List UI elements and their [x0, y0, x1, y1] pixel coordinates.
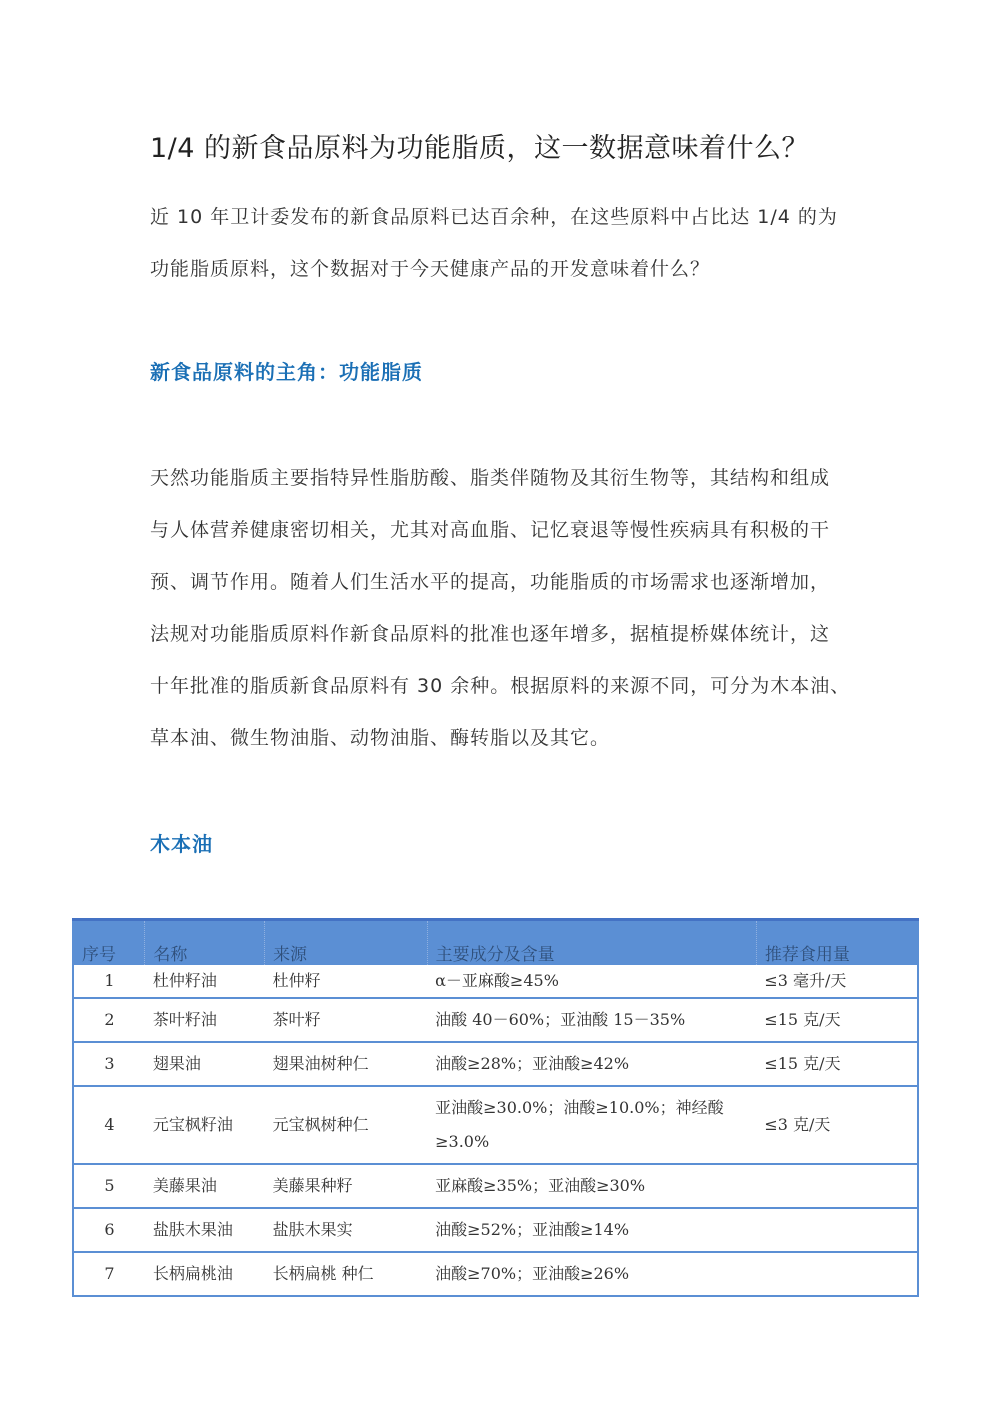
paragraph-line: 草本油、微生物油脂、动物油脂、酶转脂以及其它。	[150, 727, 611, 749]
cell-intake: ≤15 克/天	[756, 998, 918, 1042]
header-name: 名称	[145, 920, 265, 966]
cell-index: 3	[73, 1042, 145, 1086]
cell-intake	[756, 1252, 918, 1296]
cell-composition: 亚麻酸≥35%；亚油酸≥30%	[427, 1164, 756, 1208]
cell-name: 翅果油	[145, 1042, 265, 1086]
cell-source: 美藤果种籽	[265, 1164, 428, 1208]
cell-index: 4	[73, 1086, 145, 1164]
header-recommended-intake: 推荐食用量	[756, 920, 918, 966]
cell-name: 茶叶籽油	[145, 998, 265, 1042]
cell-source: 盐肤木果实	[265, 1208, 428, 1252]
paragraph-line: 天然功能脂质主要指特异性脂肪酸、脂类伴随物及其衍生物等，其结构和组成	[150, 467, 831, 489]
cell-index: 2	[73, 998, 145, 1042]
cell-index: 7	[73, 1252, 145, 1296]
table-row	[73, 1042, 918, 1086]
intro-paragraph	[150, 191, 850, 295]
cell-name: 长柄扁桃油	[145, 1252, 265, 1296]
cell-source: 杜仲籽	[265, 965, 428, 998]
table-row	[73, 1164, 918, 1208]
page-title: 1/4 的新食品原料为功能脂质，这一数据意味着什么？	[150, 133, 810, 164]
header-index: 序号	[73, 920, 145, 966]
cell-intake: ≤15 克/天	[756, 1042, 918, 1086]
section-paragraph	[150, 452, 850, 764]
intro-line: 近 10 年卫计委发布的新食品原料已达百余种，在这些原料中占比达 1/4 的为	[150, 206, 838, 228]
cell-name: 杜仲籽油	[145, 965, 265, 998]
table-row	[73, 965, 918, 998]
section-heading-functional-lipids: 新食品原料的主角：功能脂质	[150, 360, 423, 384]
intro-line: 功能脂质原料，这个数据对于今天健康产品的开发意味着什么？	[150, 258, 711, 280]
cell-index: 1	[73, 965, 145, 998]
cell-composition: 油酸≥52%；亚油酸≥14%	[427, 1208, 756, 1252]
cell-composition: 亚油酸≥30.0%；油酸≥10.0%；神经酸≥3.0%	[427, 1086, 756, 1164]
cell-index: 5	[73, 1164, 145, 1208]
cell-source: 长柄扁桃 种仁	[265, 1252, 428, 1296]
cell-composition: 油酸≥28%；亚油酸≥42%	[427, 1042, 756, 1086]
cell-name: 盐肤木果油	[145, 1208, 265, 1252]
woody-oil-table	[72, 918, 919, 1297]
paragraph-line: 预、调节作用。随着人们生活水平的提高，功能脂质的市场需求也逐渐增加，	[150, 571, 831, 593]
cell-composition: 油酸≥70%；亚油酸≥26%	[427, 1252, 756, 1296]
paragraph-line: 法规对功能脂质原料作新食品原料的批准也逐年增多，据植提桥媒体统计，这	[150, 623, 831, 645]
header-composition: 主要成分及含量	[427, 920, 756, 966]
cell-source: 元宝枫树种仁	[265, 1086, 428, 1164]
cell-intake	[756, 1164, 918, 1208]
table-row	[73, 1208, 918, 1252]
cell-name: 元宝枫籽油	[145, 1086, 265, 1164]
cell-name: 美藤果油	[145, 1164, 265, 1208]
paragraph-line: 与人体营养健康密切相关，尤其对高血脂、记忆衰退等慢性疾病具有积极的干	[150, 519, 831, 541]
cell-index: 6	[73, 1208, 145, 1252]
table-row	[73, 1252, 918, 1296]
table-row	[73, 1086, 918, 1164]
paragraph-line: 十年批准的脂质新食品原料有 30 余种。根据原料的来源不同，可分为木本油、	[150, 675, 851, 697]
cell-source: 翅果油树种仁	[265, 1042, 428, 1086]
header-source: 来源	[265, 920, 428, 966]
cell-source: 茶叶籽	[265, 998, 428, 1042]
table-row	[73, 998, 918, 1042]
cell-composition: 油酸 40－60%；亚油酸 15－35%	[427, 998, 756, 1042]
table-header-row	[73, 920, 918, 966]
section-heading-woody-oil: 木本油	[150, 832, 213, 856]
cell-composition: α－亚麻酸≥45%	[427, 965, 756, 998]
cell-intake: ≤3 克/天	[756, 1086, 918, 1164]
cell-intake: ≤3 毫升/天	[756, 965, 918, 998]
cell-intake	[756, 1208, 918, 1252]
